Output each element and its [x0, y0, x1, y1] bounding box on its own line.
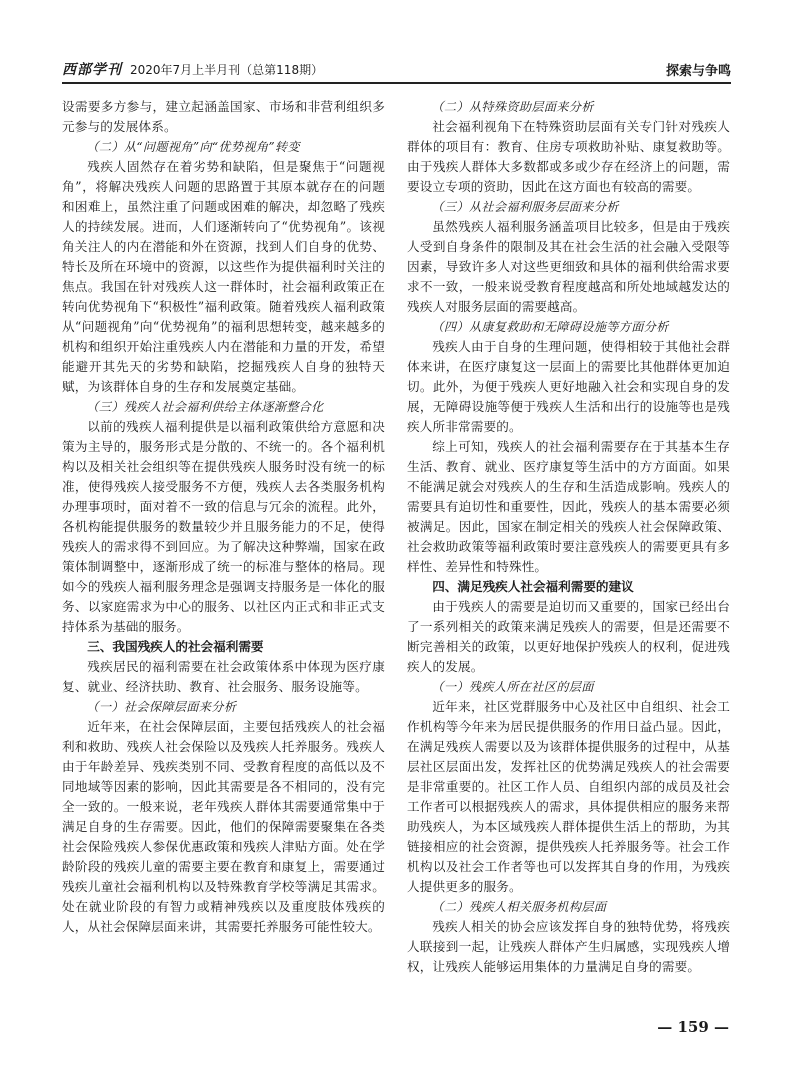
subsection-heading: （四）从康复救助和无障碍设施等方面分析	[431, 320, 669, 334]
header-left	[62, 59, 323, 82]
article-body	[62, 97, 731, 1022]
subsection-heading: （二）从特殊资助层面来分析	[431, 100, 594, 114]
paragraph: 虽然残疾人福利服务涵盖项目比较多，但是由于残疾人受到自身条件的限制及其在社会生活的社会融入受限等因素，导致许多人对这些更细致和具体的福利供给需求要求不一致，一般来说受教育程度越高和所处地域越发达的残疾人对服务层面的需要越高。	[407, 219, 730, 314]
right-column	[407, 97, 730, 1022]
page-number: — 159 —	[657, 1018, 729, 1036]
journal-name: 西部学刊	[62, 62, 122, 78]
paragraph: 残疾人相关的协会应该发挥自身的独特优势，将残疾人联接到一起，让残疾人群体产生归属感，实现残疾人增权，让残疾人能够运用集体的力量满足自身的需要。	[407, 919, 730, 974]
subsection-heading: （一）社会保障层面来分析	[86, 700, 237, 714]
section-name: 探索与争鸣	[665, 64, 731, 79]
section-heading: 四、满足残疾人社会福利需要的建议	[432, 579, 634, 594]
section-heading: 三、我国残疾人的社会福利需要	[87, 639, 264, 654]
paragraph: 近年来，在社会保障层面，主要包括残疾人的社会福利和救助、残疾人社会保险以及残疾人托养服务。残疾人由于年龄差异、残疾类别不同、受教育程度的高低以及不同地域等因素的影响，因此其需要是各不相同的，没有完全一致的。一般来说，老年残疾人群体其需要通常集中于满足自身的生存需要。因此，他们的保障需要聚集在各类社会保险残疾人参保优惠政策和残疾人津贴方面。处在学龄阶段的残疾儿童的需要主要在教育和康复上，需要通过残疾儿童社会福利机构以及特殊教育学校等满足其需求。处在就业阶段的有智力或精神残疾以及重度肢体残疾的人，从社会保障层面来讲，其需要托养服务可能性较大。	[62, 719, 385, 934]
paragraph: 残疾人由于自身的生理问题，使得相较于其他社会群体来讲，在医疗康复这一层面上的需要比其他群体更加迫切。此外，为便于残疾人更好地融入社会和实现自身的发展，无障碍设施等便于残疾人生活和出行的设施等也是残疾人所非常需要的。	[407, 339, 730, 434]
paragraph: 残疾居民的福利需要在社会政策体系中体现为医疗康复、就业、经济扶助、教育、社会服务、服务设施等。	[62, 659, 385, 694]
paragraph: 以前的残疾人福利提供是以福利政策供给方意愿和决策为主导的，服务形式是分散的、不统一的。各个福利机构以及相关社会组织等在提供残疾人服务时没有统一的标准，使得残疾人接受服务不方便，残疾人去各类服务机构办理事项时，面对着不一致的信息与冗余的流程。此外，各机构能提供服务的数量较少并且服务能力的不足，使得残疾人的需求得不到回应。为了解决这种弊端，国家在政策体制调整中，逐渐形成了统一的标准与整体的格局。现如今的残疾人福利服务理念是强调支持服务是一体化的服务、以家庭需求为中心的服务、以社区内正式和非正式支持体系为基础的服务。	[62, 419, 385, 634]
paragraph: 由于残疾人的需要是迫切而又重要的，国家已经出台了一系列相关的政策来满足残疾人的需要，但是还需要不断完善相关的政策，以更好地保护残疾人的权利，促进残疾人的发展。	[407, 599, 730, 674]
paragraph: 社会福利视角下在特殊资助层面有关专门针对残疾人群体的项目有：教育、住房专项救助补贴、康复救助等。由于残疾人群体大多数都或多或少存在经济上的问题，需要设立专项的资助，因此在这方面也有较高的需要。	[407, 119, 730, 194]
subsection-heading: （二）从“问题视角”向“优势视角”转变	[86, 140, 300, 154]
subsection-heading: （三）从社会福利服务层面来分析	[431, 200, 619, 214]
paragraph: 近年来，社区党群服务中心及社区中自组织、社会工作机构等今年来为居民提供服务的作用日益凸显。因此，在满足残疾人需要以及为该群体提供服务的过程中，从基层社区层面出发，发挥社区的优势满足残疾人的社会需要是非常重要的。社区工作人员、自组织内部的成员及社会工作者可以根据残疾人的需求，具体提供相应的服务来帮助残疾人，为本区域残疾人群体提供生活上的帮助，为其链接相应的社会资源，提供残疾人托养服务等。社会工作机构以及社会工作者等也可以发挥其自身的作用，为残疾人提供更多的服务。	[407, 699, 730, 894]
issue-info: 2020年7月上半月刊（总第118期）	[130, 63, 324, 77]
paragraph: 残疾人固然存在着劣势和缺陷，但是聚焦于“问题视角”，将解决残疾人问题的思路置于其原本就存在的问题和困难上，虽然注重了问题或困难的解决，却忽略了残疾人的持续发展。进而，人们逐渐转向了“优势视角”。该视角关注人的内在潜能和外在资源，找到人们自身的优势、特长及所在环境中的资源，以这些作为提供福利时关注的焦点。我国在针对残疾人这一群体时，社会福利政策正在转向优势视角下“积极性”福利政策。随着残疾人福利政策从“问题视角”向“优势视角”的福利思想转变，越来越多的机构和组织开始注重残疾人内在潜能和力量的开发，希望能避开其先天的劣势和缺陷，挖掘残疾人自身的独特天赋，为该群体自身的生存和发展奠定基础。	[62, 159, 385, 394]
running-header	[62, 58, 731, 84]
subsection-heading: （二）残疾人相关服务机构层面	[431, 900, 607, 914]
subsection-heading: （一）残疾人所在社区的层面	[431, 680, 594, 694]
paragraph: 设需要多方参与，建立起涵盖国家、市场和非营利组织多元参与的发展体系。	[62, 99, 385, 134]
subsection-heading: （三）残疾人社会福利供给主体逐渐整合化	[86, 400, 324, 414]
paragraph: 综上可知，残疾人的社会福利需要存在于其基本生存生活、教育、就业、医疗康复等生活中的方方面面。如果不能满足就会对残疾人的生存和生活造成影响。残疾人的需要具有迫切性和重要性，因此，残疾人的基本需要必须被满足。因此，国家在制定相关的残疾人社会保障政策、社会救助政策等福利政策时要注意残疾人的需要更具有多样性、差异性和特殊性。	[407, 439, 730, 574]
left-column	[62, 97, 385, 1022]
